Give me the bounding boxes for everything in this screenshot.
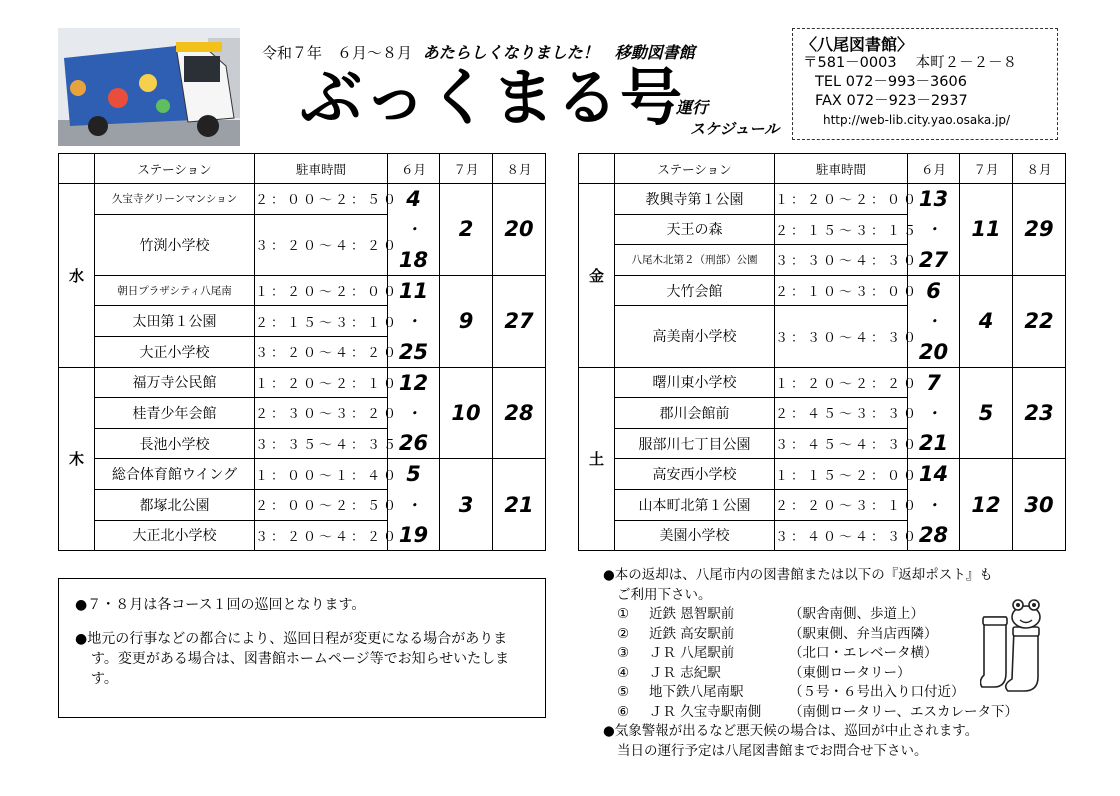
table-row [579,459,1066,490]
july-date: 5 [960,367,1013,459]
august-date: 29 [1013,184,1066,276]
june-date-separator: ・ [388,306,440,337]
parking-time: ３：４５～４：３０ [775,428,908,459]
july-date: 9 [440,275,493,367]
header-august: ８月 [493,154,546,184]
station-name: 天王の森 [615,214,775,245]
day-label-fri: 金 [579,184,615,368]
header-june: ６月 [388,154,440,184]
post-station: 近鉄 高安駅前 [649,625,735,642]
station-name: 都塚北公園 [95,489,255,520]
header-day [59,154,95,184]
parking-time: ３：２０～４：２０ [255,214,388,275]
august-date: 22 [1013,275,1066,367]
post-location: （南側ロータリー、エスカレータ下） [789,703,1018,720]
post-number: ① [617,606,630,622]
july-date: 10 [440,367,493,459]
parking-time: ２：４５～３：３０ [775,398,908,429]
parking-time: １：００～１：４０ [255,459,388,490]
station-name: 高安西小学校 [615,459,775,490]
post-number: ③ [617,645,630,661]
subtitle-date: 令和７年 ６月～８月 [262,44,413,62]
post-number: ⑤ [617,684,630,700]
parking-time: ３：３５～４：３５ [255,428,388,459]
parking-time: ２：１０～３：００ [775,275,908,306]
post-station: ＪＲ 八尾駅前 [649,645,735,661]
notice-item: ●地元の行事などの都合により、巡回日程が変更になる場合があります。変更がある場合は、図書館ホームページ等でお知らせいたします。 [75,631,510,687]
station-name: 大正北小学校 [95,520,255,551]
library-info-box [792,28,1058,140]
header-july: ７月 [960,154,1013,184]
post-station: ＪＲ 久宝寺駅南側 [649,703,762,720]
july-date: 12 [960,459,1013,551]
june-date: 7 [908,367,960,398]
june-date: 5 [388,459,440,490]
title-suffix-schedule: スケジュール [690,120,780,138]
schedule-table-fri-sat [578,153,1066,551]
schedule-table-wed-thu [58,153,546,551]
post-location: （５号・６号出入り口付近） [789,684,965,700]
parking-time: ３：２０～４：２０ [255,336,388,367]
library-name: 〈八尾図書館〉 [801,35,914,54]
table-header-row [59,154,546,184]
parking-time: １：２０～２：００ [255,275,388,306]
june-date: 18 [388,245,440,276]
return-intro: ●本の返却は、八尾市内の図書館または以下の『返却ポスト』も [603,567,993,583]
june-date: 27 [908,245,960,276]
august-date: 30 [1013,459,1066,551]
table-row [579,367,1066,398]
august-date: 23 [1013,367,1066,459]
station-name: 曙川東小学校 [615,367,775,398]
station-name: 竹渕小学校 [95,214,255,275]
june-date-separator: ・ [908,214,960,245]
station-name: 大竹会館 [615,275,775,306]
post-number: ⑥ [617,703,630,720]
parking-time: １：２０～２：００ [775,184,908,215]
library-address: 〒581－0003 本町２－２－８ [803,55,1018,71]
header-time: 駐車時間 [775,154,908,184]
june-date: 12 [388,367,440,398]
header-day [579,154,615,184]
june-date: 26 [388,428,440,459]
june-date: 4 [388,184,440,215]
june-date: 25 [388,336,440,367]
parking-time: １：２０～２：２０ [775,367,908,398]
return-intro-cont: ご利用下さい。 [617,586,712,603]
station-name: 教興寺第１公園 [615,184,775,215]
station-name: 久宝寺グリーンマンション [95,184,255,215]
parking-time: ２：１５～３：１５ [775,214,908,245]
june-date: 20 [908,336,960,367]
table-row [59,459,546,490]
parking-time: ３：３０～４：３０ [775,245,908,276]
header-august: ８月 [1013,154,1066,184]
august-date: 20 [493,184,546,276]
title-suffix-ops: 運行 [676,98,709,117]
list-item [603,625,1043,645]
page-title: ぶっくまる号 [300,61,685,134]
station-name: 朝日プラザシティ八尾南 [95,275,255,306]
parking-time: ２：２０～３：１０ [775,489,908,520]
june-date: 11 [388,275,440,306]
frog-boots-illustration [980,595,1052,695]
library-fax: FAX 072－923－2937 [815,93,968,109]
post-station: 地下鉄八尾南駅 [649,684,744,700]
list-item [603,664,1043,684]
parking-time: ２：００～２：５０ [255,184,388,215]
june-date-separator: ・ [388,489,440,520]
header-june: ６月 [908,154,960,184]
parking-time: ２：３０～３：２０ [255,398,388,429]
header-july: ７月 [440,154,493,184]
station-name: 太田第１公園 [95,306,255,337]
day-label-sat: 土 [579,367,615,551]
list-item [603,683,1043,703]
june-date: 21 [908,428,960,459]
july-date: 3 [440,459,493,551]
july-date: 2 [440,184,493,276]
post-location: （東側ロータリー） [789,664,911,681]
august-date: 28 [493,367,546,459]
subtitle-news: あたらしくなりました！ 移動図書館 [422,43,695,62]
notice-box [58,578,546,718]
june-date-separator: ・ [908,489,960,520]
header-time: 駐車時間 [255,154,388,184]
notice-item: ●７・８月は各コース１回の巡回となります。 [75,597,366,613]
station-name: 山本町北第１公園 [615,489,775,520]
header-station: ステーション [95,154,255,184]
june-date: 19 [388,520,440,551]
library-url[interactable]: http://web-lib.city.yao.osaka.jp/ [823,113,1011,127]
table-row [579,275,1066,306]
parking-time: ２：１５～３：１０ [255,306,388,337]
station-name: 長池小学校 [95,428,255,459]
station-name: 福万寺公民館 [95,367,255,398]
weather-notice: ●気象警報が出るなど悪天候の場合は、巡回が中止されます。 [603,723,979,739]
june-date-separator: ・ [908,398,960,429]
station-name: 大正小学校 [95,336,255,367]
parking-time: ３：３０～４：３０ [775,306,908,367]
station-name: 高美南小学校 [615,306,775,367]
station-name: 郡川会館前 [615,398,775,429]
june-date: 28 [908,520,960,551]
list-item [603,703,1043,723]
station-name: 桂青少年会館 [95,398,255,429]
bookmobile-photo [58,28,240,146]
station-name: 総合体育館ウイング [95,459,255,490]
station-name: 服部川七丁目公園 [615,428,775,459]
parking-time: １：１５～２：００ [775,459,908,490]
weather-notice-cont: 当日の運行予定は八尾図書館までお問合せ下さい。 [617,742,928,759]
list-item [603,605,1043,625]
parking-time: １：２０～２：１０ [255,367,388,398]
table-row [59,367,546,398]
table-row [59,184,546,215]
june-date: 13 [908,184,960,215]
july-date: 11 [960,184,1013,276]
august-date: 21 [493,459,546,551]
library-tel: TEL 072－993－3606 [815,74,967,90]
list-item [603,644,1043,664]
june-date: 6 [908,275,960,306]
post-number: ② [617,625,630,642]
post-location: （駅東側、弁当店西隣） [789,625,938,642]
day-label-thu: 木 [59,367,95,551]
station-name: 美園小学校 [615,520,775,551]
parking-time: ３：２０～４：２０ [255,520,388,551]
post-number: ④ [617,664,630,681]
parking-time: ３：４０～４：３０ [775,520,908,551]
table-row [579,184,1066,215]
post-location: （駅舎南側、歩道上） [789,606,924,622]
station-name: 八尾木北第２（刑部）公園 [615,245,775,276]
june-date-separator: ・ [388,214,440,245]
table-header-row [579,154,1066,184]
july-date: 4 [960,275,1013,367]
june-date: 14 [908,459,960,490]
post-location: （北口・エレベータ横） [789,645,938,661]
june-date-separator: ・ [908,306,960,337]
august-date: 27 [493,275,546,367]
post-station: ＪＲ 志紀駅 [649,664,721,681]
post-station: 近鉄 恩智駅前 [649,606,735,622]
table-row [59,275,546,306]
header-station: ステーション [615,154,775,184]
june-date-separator: ・ [388,398,440,429]
day-label-wed: 水 [59,184,95,368]
parking-time: ２：００～２：５０ [255,489,388,520]
return-info [603,566,1043,761]
